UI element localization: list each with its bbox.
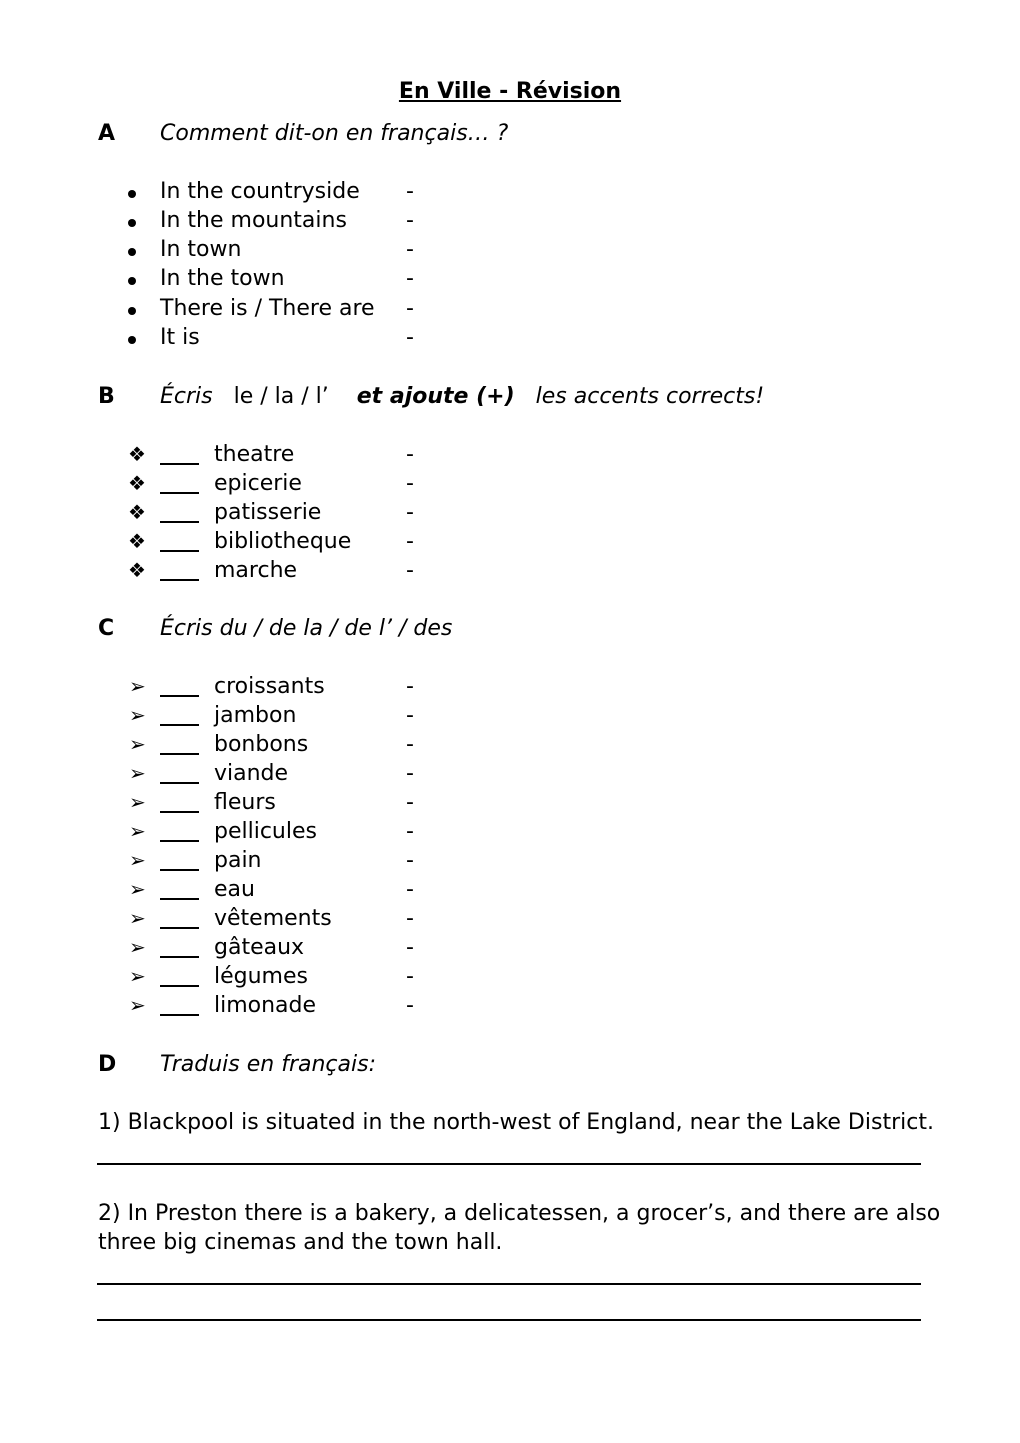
arrow-bullet-icon: ➢	[129, 848, 146, 872]
fill-in-blank	[160, 463, 199, 465]
fill-in-blank	[160, 550, 199, 552]
bullet-dot-icon	[127, 298, 141, 324]
arrow-bullet-icon: ➢	[129, 819, 146, 843]
arrow-bullet-icon: ➢	[129, 790, 146, 814]
diamond-bullet-icon: ❖	[128, 529, 146, 553]
answer-dash: -	[406, 819, 414, 844]
answer-dash: -	[406, 237, 414, 262]
answer-dash: -	[406, 529, 414, 554]
question-2-line-2: three big cinemas and the town hall.	[98, 1230, 503, 1255]
arrow-bullet-icon: ➢	[129, 964, 146, 988]
arrow-bullet-icon: ➢	[129, 906, 146, 930]
answer-dash: -	[406, 325, 414, 350]
fill-in-blank	[160, 985, 199, 987]
list-item: There is / There are	[160, 296, 375, 321]
diamond-bullet-icon: ❖	[128, 442, 146, 466]
section-a-instruction: Comment dit-on en français… ?	[160, 121, 509, 146]
instruction-accents: les accents corrects!	[535, 384, 765, 409]
list-item: légumes	[214, 964, 308, 989]
list-item: vêtements	[214, 906, 332, 931]
fill-in-blank	[160, 695, 199, 697]
diamond-bullet-icon: ❖	[128, 471, 146, 495]
answer-dash: -	[406, 442, 414, 467]
list-item: theatre	[214, 442, 295, 467]
fill-in-blank	[160, 753, 199, 755]
fill-in-blank	[160, 927, 199, 929]
diamond-bullet-icon: ❖	[128, 500, 146, 524]
list-item: In town	[160, 237, 242, 262]
question-2-line-1: 2) In Preston there is a bakery, a delicatessen, a grocer’s, and there are also	[98, 1201, 941, 1226]
arrow-bullet-icon: ➢	[129, 674, 146, 698]
answer-dash: -	[406, 266, 414, 291]
section-d-instruction: Traduis en français:	[160, 1052, 376, 1077]
diamond-bullet-icon: ❖	[128, 558, 146, 582]
answer-dash: -	[406, 296, 414, 321]
instruction-add-accents: et ajoute (+)	[356, 384, 515, 409]
answer-dash: -	[406, 761, 414, 786]
answer-dash: -	[406, 208, 414, 233]
answer-dash: -	[406, 964, 414, 989]
answer-line	[97, 1283, 921, 1285]
section-c-letter: C	[98, 616, 115, 641]
list-item: marche	[214, 558, 298, 583]
bullet-dot-icon	[127, 268, 141, 294]
answer-dash: -	[406, 179, 414, 204]
bullet-dot-icon	[127, 210, 141, 236]
answer-dash: -	[406, 500, 414, 525]
list-item: bibliotheque	[214, 529, 352, 554]
answer-dash: -	[406, 703, 414, 728]
fill-in-blank	[160, 869, 199, 871]
fill-in-blank	[160, 782, 199, 784]
answer-dash: -	[406, 790, 414, 815]
section-d-letter: D	[98, 1052, 117, 1077]
list-item: bonbons	[214, 732, 309, 757]
list-item: eau	[214, 877, 255, 902]
answer-dash: -	[406, 674, 414, 699]
fill-in-blank	[160, 840, 199, 842]
fill-in-blank	[160, 956, 199, 958]
section-a-letter: A	[98, 121, 116, 146]
fill-in-blank	[160, 898, 199, 900]
section-c-instruction: Écris du / de la / de l’ / des	[160, 616, 453, 641]
bullet-dot-icon	[127, 327, 141, 353]
list-item: viande	[214, 761, 289, 786]
answer-dash: -	[406, 558, 414, 583]
fill-in-blank	[160, 492, 199, 494]
fill-in-blank	[160, 811, 199, 813]
arrow-bullet-icon: ➢	[129, 732, 146, 756]
page-title: En Ville - Révision	[398, 79, 622, 104]
list-item: fleurs	[214, 790, 276, 815]
answer-line	[97, 1163, 921, 1165]
fill-in-blank	[160, 724, 199, 726]
list-item: patisserie	[214, 500, 322, 525]
list-item: In the mountains	[160, 208, 347, 233]
section-b-instruction	[160, 386, 764, 408]
fill-in-blank	[160, 521, 199, 523]
list-item: pellicules	[214, 819, 317, 844]
answer-dash: -	[406, 906, 414, 931]
arrow-bullet-icon: ➢	[129, 877, 146, 901]
answer-dash: -	[406, 848, 414, 873]
bullet-dot-icon	[127, 239, 141, 265]
answer-dash: -	[406, 732, 414, 757]
list-item: pain	[214, 848, 262, 873]
fill-in-blank	[160, 579, 199, 581]
arrow-bullet-icon: ➢	[129, 993, 146, 1017]
arrow-bullet-icon: ➢	[129, 703, 146, 727]
fill-in-blank	[160, 1014, 199, 1016]
section-b-letter: B	[98, 384, 115, 409]
arrow-bullet-icon: ➢	[129, 761, 146, 785]
arrow-bullet-icon: ➢	[129, 935, 146, 959]
answer-dash: -	[406, 471, 414, 496]
answer-dash: -	[406, 993, 414, 1018]
answer-dash: -	[406, 935, 414, 960]
list-item: gâteaux	[214, 935, 305, 960]
list-item: limonade	[214, 993, 317, 1018]
list-item: In the town	[160, 266, 285, 291]
answer-dash: -	[406, 877, 414, 902]
list-item: epicerie	[214, 471, 302, 496]
bullet-dot-icon	[127, 181, 141, 207]
list-item: croissants	[214, 674, 325, 699]
list-item: It is	[160, 325, 200, 350]
answer-line	[97, 1319, 921, 1321]
question-1: 1) Blackpool is situated in the north-west of England, near the Lake District.	[98, 1110, 934, 1135]
instruction-articles: le / la / l’	[233, 384, 329, 409]
instruction-ecris: Écris	[160, 384, 213, 409]
list-item: In the countryside	[160, 179, 360, 204]
list-item: jambon	[214, 703, 297, 728]
